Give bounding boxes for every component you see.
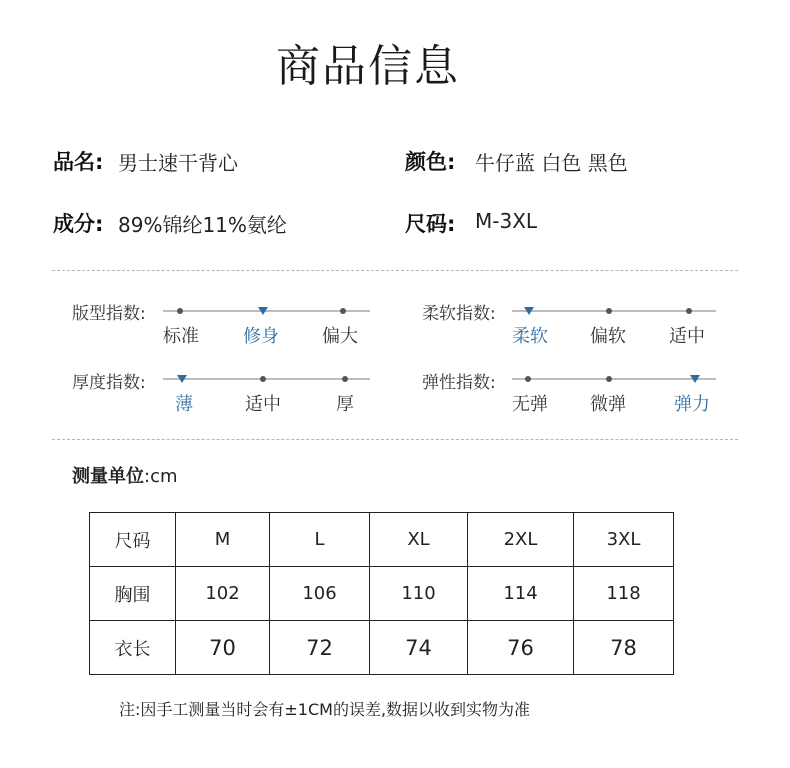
table-row <box>90 621 674 675</box>
table-cell: 尺码 <box>90 513 176 567</box>
selected-marker <box>524 307 534 315</box>
measurement-note: 注:因手工测量当时会有±1CM的误差,数据以收到实物为准 <box>119 700 531 719</box>
table-cell: 102 <box>176 567 270 621</box>
unit-value: :cm <box>144 466 178 487</box>
table-cell: 衣长 <box>90 621 176 675</box>
scale-dot <box>686 308 692 314</box>
selected-marker <box>258 307 268 315</box>
table-cell: 2XL <box>468 513 574 567</box>
size-value: M-3XL <box>475 209 538 233</box>
table-cell: XL <box>370 513 468 567</box>
table-cell: 110 <box>370 567 468 621</box>
material-label: 成分: <box>53 212 104 236</box>
table-row <box>90 567 674 621</box>
size-table <box>89 512 674 675</box>
name-label: 品名: <box>53 150 104 174</box>
option-label: 微弹 <box>590 394 626 415</box>
option-label: 适中 <box>245 394 281 415</box>
table-cell: L <box>270 513 370 567</box>
table-cell: 118 <box>574 567 674 621</box>
size-label: 尺码: <box>405 212 456 236</box>
unit-label: 测量单位 <box>72 466 144 487</box>
scale-line <box>163 378 370 380</box>
option-label: 无弹 <box>512 394 548 415</box>
material-value: 89%锦纶11%氨纶 <box>118 213 287 237</box>
measurement-unit <box>72 462 178 488</box>
option-label: 薄 <box>175 394 193 415</box>
table-cell: M <box>176 513 270 567</box>
option-label: 厚 <box>336 394 354 415</box>
option-label: 偏大 <box>322 326 358 347</box>
table-cell: 74 <box>370 621 468 675</box>
index-label: 厚度指数: <box>72 373 146 393</box>
index-label: 弹性指数: <box>422 373 496 393</box>
table-cell: 72 <box>270 621 370 675</box>
option-label: 弹力 <box>674 394 710 415</box>
option-label: 偏软 <box>590 326 626 347</box>
color-value: 牛仔蓝 白色 黑色 <box>475 151 628 175</box>
table-cell: 胸围 <box>90 567 176 621</box>
scale-dot <box>525 376 531 382</box>
page-title: 商品信息 <box>276 41 460 92</box>
scale-dot <box>340 308 346 314</box>
table-cell: 78 <box>574 621 674 675</box>
option-label: 标准 <box>163 326 199 347</box>
table-cell: 114 <box>468 567 574 621</box>
option-label: 修身 <box>243 326 279 347</box>
scale-dot <box>606 376 612 382</box>
selected-marker <box>690 375 700 383</box>
table-header-row <box>90 513 674 567</box>
option-label: 适中 <box>669 326 705 347</box>
scale-dot <box>177 308 183 314</box>
table-cell: 3XL <box>574 513 674 567</box>
color-label: 颜色: <box>405 150 456 174</box>
scale-line <box>512 378 716 380</box>
table-cell: 70 <box>176 621 270 675</box>
divider <box>52 439 738 440</box>
table-cell: 106 <box>270 567 370 621</box>
selected-marker <box>177 375 187 383</box>
index-label: 版型指数: <box>72 304 146 324</box>
scale-dot <box>606 308 612 314</box>
scale-dot <box>342 376 348 382</box>
scale-dot <box>260 376 266 382</box>
divider <box>52 270 738 271</box>
option-label: 柔软 <box>512 326 548 347</box>
index-label: 柔软指数: <box>422 304 496 324</box>
name-value: 男士速干背心 <box>118 151 238 175</box>
table-cell: 76 <box>468 621 574 675</box>
